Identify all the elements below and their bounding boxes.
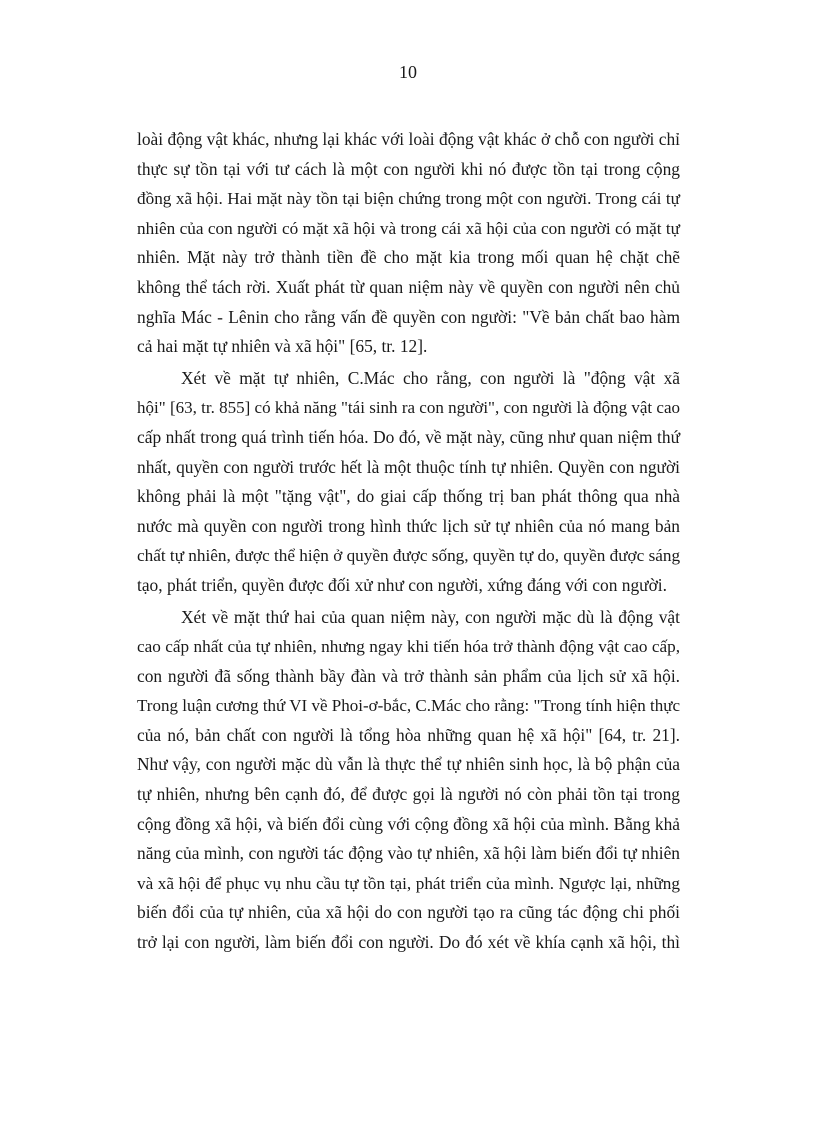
- text-line: nước mà quyền con người trong hình thức lịch sử tự nhiên của nó mang bản: [137, 515, 680, 536]
- text-line: trở lại con người, làm biến đổi con người. Do đó xét về khía cạnh xã hội, thì: [137, 932, 680, 953]
- text-line: không thể tách rời. Xuất phát từ quan niệm này về quyền con người nên chủ: [137, 276, 680, 297]
- text-line: không phải là một "tặng vật", do giai cấp thống trị ban phát thông qua nhà: [137, 486, 680, 507]
- text-line: Xét về mặt tự nhiên, C.Mác cho rằng, con người là "động vật xã: [181, 367, 680, 388]
- text-line: cộng đồng xã hội, và biến đổi cùng với cộng đồng xã hội của mình. Bằng khả: [137, 813, 680, 834]
- text-line: nhất, quyền con người trước hết là một thuộc tính tự nhiên. Quyền con người: [137, 456, 680, 477]
- text-line: loài động vật khác, nhưng lại khác với loài động vật khác ở chỗ con người chỉ: [137, 129, 680, 149]
- text-line: và xã hội để phục vụ nhu cầu tự tồn tại, phát triển của mình. Ngược lại, những: [137, 873, 680, 893]
- paragraph: [137, 603, 680, 958]
- text-line: thực sự tồn tại với tư cách là một con người khi nó được tồn tại trong cộng: [137, 158, 680, 179]
- paragraph: [137, 125, 680, 362]
- text-line: cấp nhất trong quá trình tiến hóa. Do đó, về mặt này, cũng như quan niệm thứ: [137, 426, 680, 447]
- paragraph: [137, 364, 680, 601]
- text-line: nghĩa Mác - Lênin cho rằng vấn đề quyền con người: "Về bản chất bao hàm: [137, 306, 680, 327]
- text-line: Trong luận cương thứ VI về Phoi-ơ-bắc, C.Mác cho rằng: "Trong tính hiện thực: [137, 696, 680, 716]
- text-line: biến đổi của tự nhiên, của xã hội do con người tạo ra cũng tác động chi phối: [137, 902, 680, 923]
- text-line: của nó, bản chất con người là tổng hòa những quan hệ xã hội" [64, tr. 21].: [137, 724, 680, 745]
- text-line: cao cấp nhất của tự nhiên, nhưng ngay khi tiến hóa trở thành động vật cao cấp,: [137, 637, 680, 657]
- text-line: Xét về mặt thứ hai của quan niệm này, con người mặc dù là động vật: [181, 606, 680, 627]
- body-text: [137, 125, 680, 958]
- text-line: hội" [63, tr. 855] có khả năng "tái sinh ra con người", con người là động vật cao: [137, 398, 680, 418]
- page-number: 10: [399, 62, 417, 82]
- text-line: Như vậy, con người mặc dù vẫn là thực thể tự nhiên sinh học, là bộ phận của: [137, 754, 680, 775]
- text-line: nhiên. Mặt này trở thành tiền đề cho mặt kia trong mối quan hệ chặt chẽ: [137, 247, 680, 268]
- text-line: chất tự nhiên, được thể hiện ở quyền được sống, quyền tự do, quyền được sáng: [137, 546, 681, 566]
- text-line: năng của mình, con người tác động vào tự nhiên, xã hội làm biến đổi tự nhiên: [137, 843, 680, 864]
- text-line: đồng xã hội. Hai mặt này tồn tại biện chứng trong một con người. Trong cái tự: [137, 189, 680, 209]
- text-line: nhiên của con người có mặt xã hội và trong cái xã hội của con người có mặt tự: [137, 218, 680, 238]
- text-line: tạo, phát triển, quyền được đối xử như con người, xứng đáng với con người.: [137, 574, 667, 595]
- text-line: tự nhiên, nhưng bên cạnh đó, để được gọi là người nó còn phải tồn tại trong: [137, 784, 680, 805]
- text-line: cả hai mặt tự nhiên và xã hội" [65, tr. 12].: [137, 336, 428, 357]
- text-line: con người đã sống thành bầy đàn và trở thành sản phẩm của lịch sử xã hội.: [137, 665, 680, 686]
